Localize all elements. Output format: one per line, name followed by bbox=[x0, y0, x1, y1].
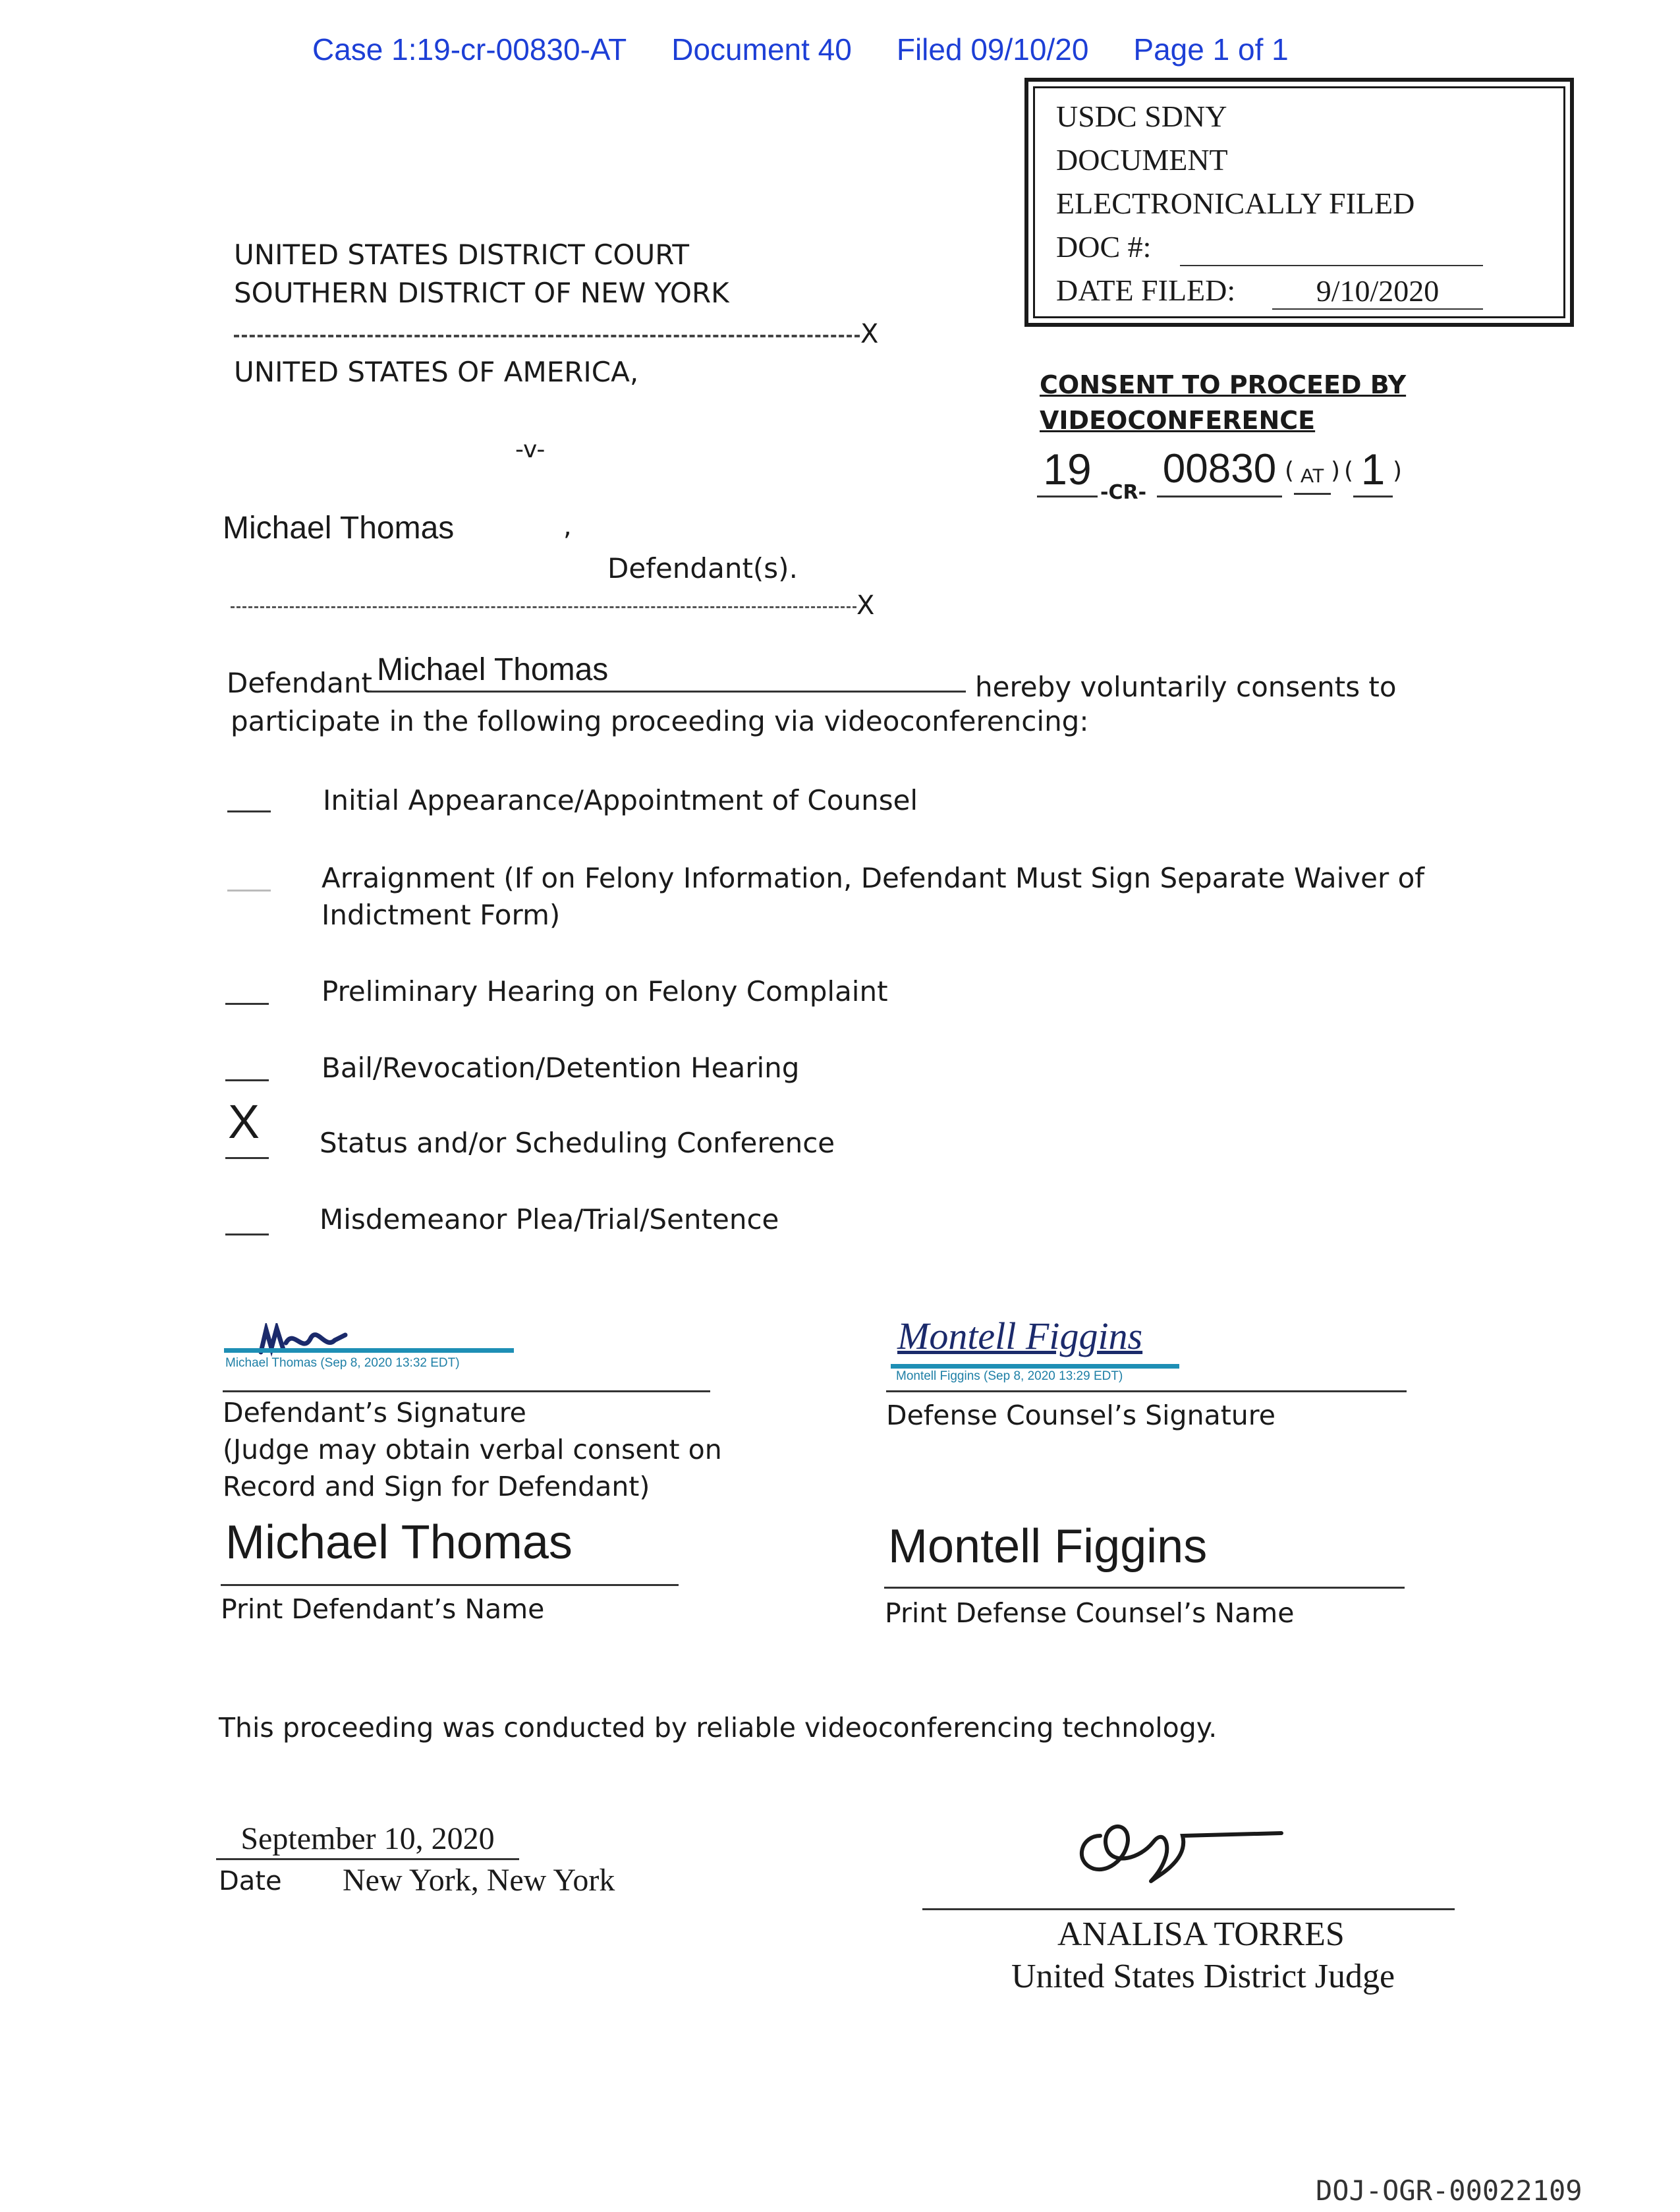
option-check-mark: X bbox=[228, 1096, 260, 1149]
stamp-document: DOCUMENT bbox=[1056, 143, 1228, 177]
caption-x-top: X bbox=[860, 319, 879, 349]
option-checkbox-line[interactable] bbox=[227, 810, 271, 812]
judge-signature-line bbox=[922, 1908, 1455, 1910]
counsel-print-caption: Print Defense Counsel’s Name bbox=[885, 1597, 1295, 1629]
case-number-value: 00830 bbox=[1157, 443, 1282, 497]
consent-defendant-name: Michael Thomas bbox=[369, 650, 966, 693]
order-location: New York, New York bbox=[343, 1863, 615, 1898]
paren-close-2: ) bbox=[1393, 457, 1403, 484]
paren-open-2: ( bbox=[1344, 457, 1354, 484]
case-sequence: 1 bbox=[1353, 443, 1393, 497]
stamp-doc-number-label: DOC #: bbox=[1056, 230, 1152, 264]
counsel-esign-stamp: Montell Figgins (Sep 8, 2020 13:29 EDT) bbox=[896, 1369, 1123, 1383]
paren-open-1: ( bbox=[1285, 457, 1295, 484]
paren-close-1: ) bbox=[1331, 457, 1341, 484]
defendant-printed-name: Michael Thomas bbox=[225, 1516, 573, 1569]
defendant-esign-bar bbox=[224, 1348, 514, 1353]
caption-comma: , bbox=[563, 511, 572, 542]
counsel-print-line bbox=[884, 1587, 1405, 1589]
order-date: September 10, 2020 bbox=[216, 1820, 519, 1860]
defendant-print-line bbox=[221, 1584, 679, 1586]
counsel-signature-line bbox=[886, 1390, 1407, 1392]
option-checkbox-line[interactable] bbox=[225, 1234, 269, 1235]
videoconference-statement: This proceeding was conducted by reliable videoconferencing technology. bbox=[219, 1712, 1218, 1744]
stamp-court: USDC SDNY bbox=[1056, 99, 1227, 133]
counsel-signature-caption: Defense Counsel’s Signature bbox=[886, 1400, 1275, 1431]
page-count-header: Page 1 of 1 bbox=[1133, 32, 1289, 67]
caption-x-bottom: X bbox=[856, 590, 875, 621]
option-label: Initial Appearance/Appointment of Counsel bbox=[323, 784, 918, 816]
document-number-header: Document 40 bbox=[671, 32, 852, 67]
option-checkbox-line[interactable] bbox=[225, 1079, 269, 1081]
ecf-header bbox=[312, 32, 1289, 67]
option-label: Bail/Revocation/Detention Hearing bbox=[322, 1052, 800, 1084]
judge-signature-scrawl bbox=[1054, 1796, 1291, 1895]
option-checkbox-line[interactable] bbox=[227, 890, 271, 892]
option-label: Preliminary Hearing on Felony Complaint bbox=[322, 975, 888, 1007]
counsel-esign-bar bbox=[891, 1364, 1179, 1369]
option-checkbox-line[interactable] bbox=[225, 1157, 269, 1159]
option-label: Arraignment (If on Felony Information, Defendant Must Sign Separate Waiver of bbox=[322, 862, 1425, 894]
defendant-signature-caption: Defendant’s Signature bbox=[223, 1397, 526, 1429]
defendant-consent-note: (Judge may obtain verbal consent on bbox=[223, 1434, 722, 1465]
judge-title: United States District Judge bbox=[1011, 1958, 1395, 1995]
case-cr-label: -CR- bbox=[1100, 481, 1147, 504]
defendant-esign-stamp: Michael Thomas (Sep 8, 2020 13:32 EDT) bbox=[225, 1356, 460, 1370]
case-year: 19 bbox=[1037, 443, 1098, 497]
consent-prefix: Defendant bbox=[227, 667, 372, 699]
defendant-consent-note-2: Record and Sign for Defendant) bbox=[223, 1471, 650, 1502]
option-label: Misdemeanor Plea/Trial/Sentence bbox=[320, 1203, 779, 1235]
date-label: Date bbox=[219, 1866, 282, 1896]
document-title-line2: VIDEOCONFERENCE bbox=[1040, 406, 1316, 435]
option-label-continued: Indictment Form) bbox=[322, 899, 561, 931]
defendant-signature-line bbox=[223, 1390, 710, 1392]
case-judge-initials: AT bbox=[1294, 460, 1331, 495]
option-checkbox-line[interactable] bbox=[225, 1003, 269, 1005]
consent-line2: participate in the following proceeding via videoconferencing: bbox=[231, 705, 1089, 737]
caption-defendant-name: Michael Thomas bbox=[223, 511, 455, 546]
versus: -v- bbox=[515, 436, 546, 463]
defendant-print-caption: Print Defendant’s Name bbox=[221, 1593, 545, 1625]
filing-stamp bbox=[1024, 78, 1574, 327]
caption-divider-bottom bbox=[231, 606, 856, 608]
counsel-signature-script: Montell Figgins bbox=[897, 1315, 1143, 1357]
document-title-line1: CONSENT TO PROCEED BY bbox=[1040, 370, 1407, 399]
judge-name: ANALISA TORRES bbox=[1057, 1915, 1345, 1953]
option-label: Status and/or Scheduling Conference bbox=[320, 1127, 835, 1159]
case-number-header: Case 1:19-cr-00830-AT bbox=[312, 32, 627, 67]
court-name: UNITED STATES DISTRICT COURT bbox=[234, 239, 690, 271]
court-district: SOUTHERN DISTRICT OF NEW YORK bbox=[234, 277, 729, 309]
defendant-signature-scrawl bbox=[257, 1323, 349, 1360]
caption-divider-top bbox=[234, 335, 860, 337]
stamp-efiled: ELECTRONICALLY FILED bbox=[1056, 186, 1415, 220]
consent-suffix: hereby voluntarily consents to bbox=[975, 671, 1397, 703]
stamp-date-filed-label: DATE FILED: bbox=[1056, 273, 1236, 307]
filed-date-header: Filed 09/10/20 bbox=[896, 32, 1089, 67]
defendant-label: Defendant(s). bbox=[607, 552, 798, 584]
counsel-printed-name: Montell Figgins bbox=[888, 1520, 1208, 1573]
plaintiff-name: UNITED STATES OF AMERICA, bbox=[234, 356, 639, 388]
stamp-date-filed-value: 9/10/2020 bbox=[1272, 274, 1483, 310]
bates-number: DOJ-OGR-00022109 bbox=[1316, 2174, 1582, 2207]
stamp-doc-number-line bbox=[1180, 265, 1483, 266]
